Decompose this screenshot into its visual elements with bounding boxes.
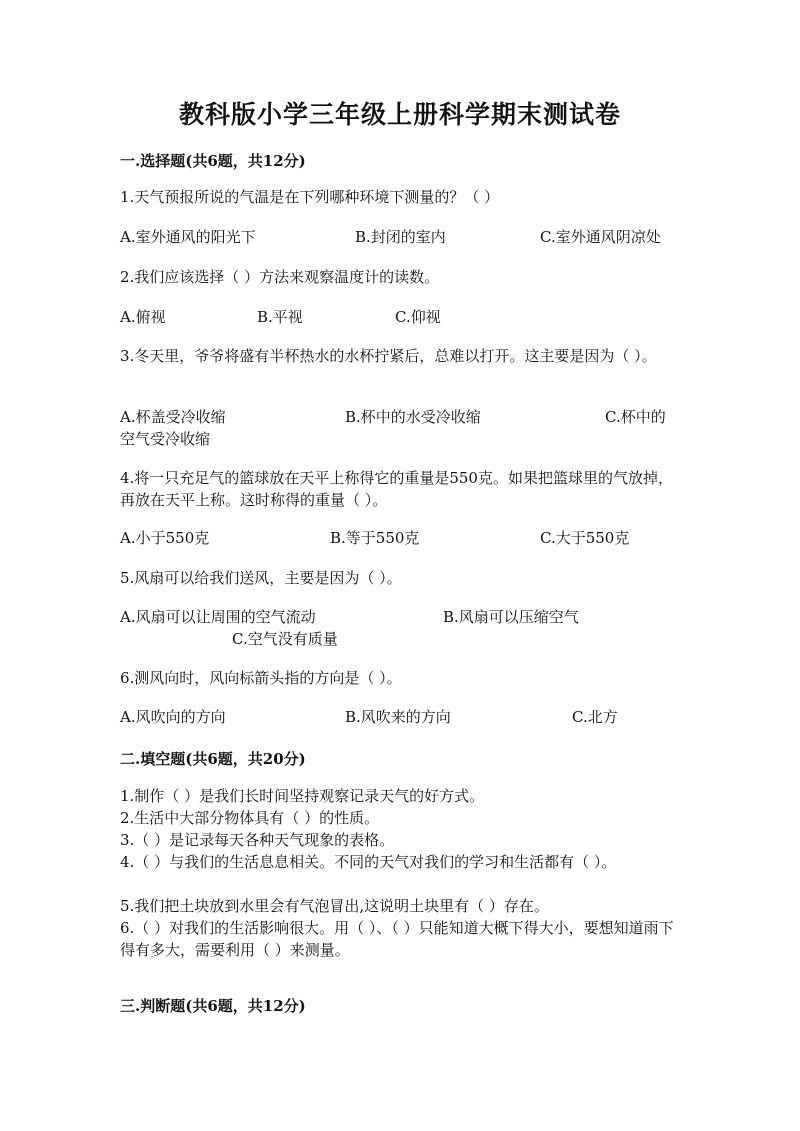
question-3: 3.冬天里，爷爷将盛有半杯热水的水杯拧紧后，总难以打开。这主要是因为（ ）。 — [120, 347, 657, 365]
section-heading-true-false: 三.判断题(共6题，共12分) — [120, 997, 306, 1015]
fill-question-3: 3.（ ）是记录每天各种天气现象的表格。 — [120, 831, 395, 849]
fill-question-2: 2.生活中大部分物体具有（ ）的性质。 — [120, 809, 380, 827]
q6-option-b: B.风吹来的方向 — [345, 708, 451, 726]
q3-option-c: C.杯中的 — [605, 408, 666, 426]
question-1: 1.天气预报所说的气温是在下列哪种环境下测量的？（ ） — [120, 188, 500, 206]
q5-option-c: C.空气没有质量 — [232, 630, 338, 648]
question-5: 5.风扇可以给我们送风，主要是因为（ ）。 — [120, 569, 402, 587]
q4-option-a: A.小于550克 — [120, 529, 210, 547]
q4-option-c: C.大于550克 — [540, 529, 630, 547]
section-heading-fill-blank: 二.填空题(共6题，共20分) — [120, 750, 306, 768]
fill-question-6: 6.（ ）对我们的生活影响很大。用（ ）、（ ）只能知道大概下得大小，要想知道雨下得有多大，需要利用（ ）来测量。 — [120, 919, 674, 959]
q1-option-c: C.室外通风阴凉处 — [540, 228, 661, 246]
q3-option-c-continued: 空气受冷收缩 — [120, 430, 211, 448]
q2-option-a: A.俯视 — [120, 308, 166, 326]
question-2: 2.我们应该选择（ ）方法来观察温度计的读数。 — [120, 268, 440, 286]
fill-question-5: 5.我们把土块放到水里会有气泡冒出,这说明土块里有（ ）存在。 — [120, 897, 549, 915]
q4-option-b: B.等于550克 — [330, 529, 420, 547]
q6-option-a: A.风吹向的方向 — [120, 708, 226, 726]
question-4: 4.将一只充足气的篮球放在天平上称得它的重量是550克。如果把篮球里的气放掉，再放在天平上称。这时称得的重量（ ）。 — [120, 469, 673, 509]
q6-option-c: C.北方 — [572, 708, 618, 726]
fill-question-4: 4.（ ）与我们的生活息息相关。不同的天气对我们的学习和生活都有（ ）。 — [120, 853, 617, 871]
question-6: 6.测风向时，风向标箭头指的方向是（ ）。 — [120, 669, 402, 687]
q5-option-a: A.风扇可以让周围的空气流动 — [120, 608, 316, 626]
section-heading-choice: 一.选择题(共6题，共12分) — [120, 152, 306, 170]
q1-option-b: B.封闭的室内 — [355, 228, 446, 246]
q3-option-b: B.杯中的水受冷收缩 — [345, 408, 481, 426]
q1-option-a: A.室外通风的阳光下 — [120, 228, 256, 246]
q3-option-a: A.杯盖受冷收缩 — [120, 408, 226, 426]
fill-question-1: 1.制作（ ）是我们长时间坚持观察记录天气的好方式。 — [120, 787, 485, 805]
q5-option-b: B.风扇可以压缩空气 — [443, 608, 579, 626]
page-title: 教科版小学三年级上册科学期末测试卷 — [178, 100, 621, 129]
q2-option-c: C.仰视 — [395, 308, 441, 326]
q2-option-b: B.平视 — [257, 308, 303, 326]
